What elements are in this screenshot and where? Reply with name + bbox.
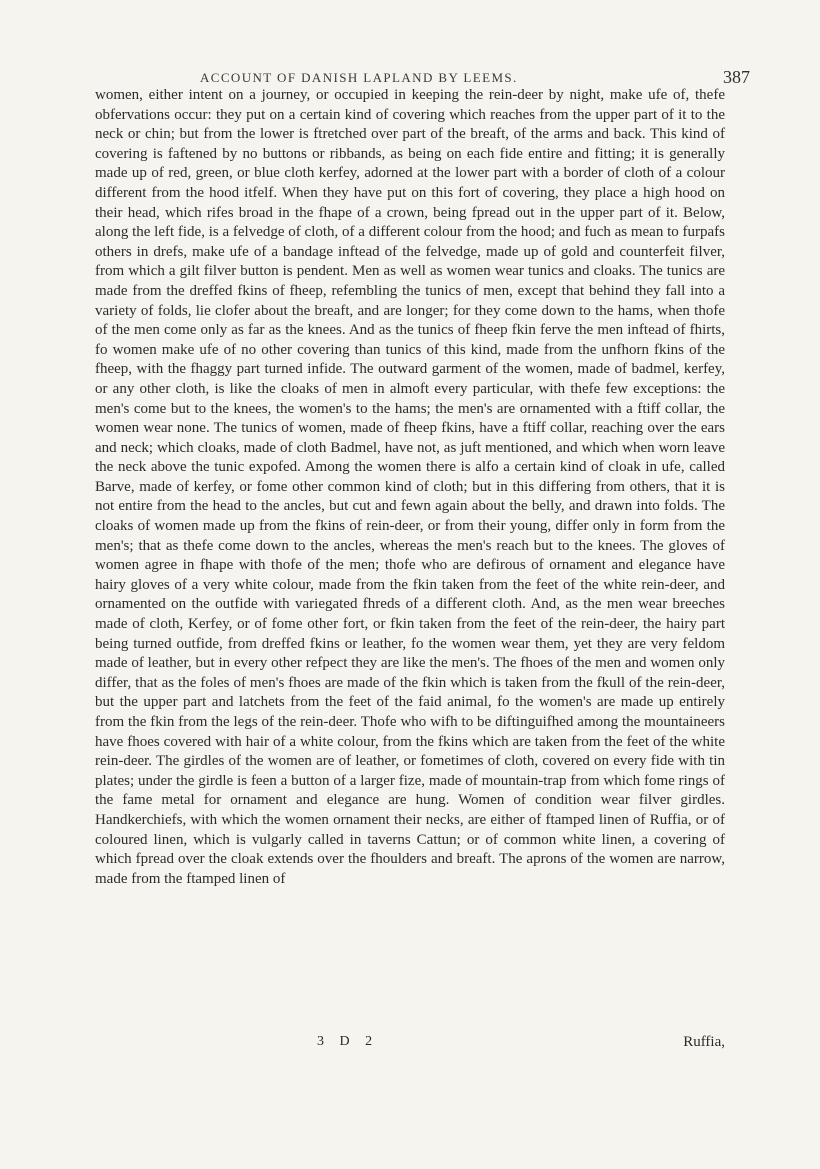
running-head: ACCOUNT OF DANISH LAPLAND BY LEEMS.	[200, 70, 518, 85]
page-header	[200, 62, 750, 87]
page-footer	[95, 1034, 725, 1056]
body-paragraph: women, either intent on a journey, or occupied in keeping the rein-deer by night, make ufe of, thefe obfervations occur: they put on a certain kind of covering which reaches from the upper part of it to the neck or chin; but from the lower is ftretched over part of the breaft, of the arms and back. This kind of covering is faftened by no buttons or ribbands, as being on each fide entire and fitting; it is generally made up of red, green, or blue cloth kerfey, adorned at the lower part with a border of cloth of a colour different from the hood itfelf. When they have put on this fort of covering, they place a high hood on their head, which rifes broad in the fhape of a crown, being fpread out in the upper part of it. Below, along the left fide, is a felvedge of cloth, of a different colour from the hood; and fuch as mean to furpafs others in drefs, make ufe of a bandage inftead of the felvedge, made up of gold and counterfeit filver, from which a gilt filver button is pendent. Men as well as women wear tunics and cloaks. The tunics are made from the dreffed fkins of fheep, refembling the tunics of men, except that behind they fall into a variety of folds, lie clofer about the breaft, and are longer; for they come down to the hams, when thofe of the men come only as far as the knees. And as the tunics of fheep fkin ferve the men inftead of fhirts, fo women make ufe of no other covering than tunics of this kind, made from the unfhorn fkins of the fheep, with the fhaggy part turned infide. The outward garment of the women, made of badmel, kerfey, or any other cloth, is like the cloaks of men in almoft every particular, with thefe few exceptions: the men's come but to the knees, the women's to the hams; the men's are ornamented with a ftiff collar, the women wear none. The tunics of women, made of fheep fkins, have a ftiff collar, reaching over the ears and neck; which cloaks, made of cloth Badmel, have not, as juft mentioned, and which when worn leave the neck above the tunic expofed. Among the women there is alfo a certain kind of cloak in ufe, called Barve, made of kerfey, or fome other common kind of cloth; but in this differing from others, that it is not entire from the head to the ancles, but cut and fewn again about the belly, and drawn into folds. The cloaks of women made up from the fkins of rein-deer, or from their young, differ only in form from the men's; that as thefe come down to the ancles, whereas the men's reach but to the knees. The gloves of women agree in fhape with thofe of the men; thofe who are defirous of ornament and elegance have hairy gloves of a very white colour, made from the fkin taken from the feet of the white rein-deer, and ornamented on the outfide with variegated fhreds of a different cloth. And, as the men wear breeches made of cloth, Kerfey, or of fome other fort, or fkin taken from the feet of the rein-deer, the hairy part being turned outfide, from dreffed fkins or leather, fo the women wear them, yet they are very feldom made of leather, but in every other refpect they are like the men's. The fhoes of the men and women only differ, that as the foles of men's fhoes are made of the fkin which is taken from the fkull of the rein-deer, but the upper part and latchets from the feet of the faid animal, fo the women's are made up entirely from the fkin from the legs of the rein-deer. Thofe who wifh to be diftinguifhed among the mountaineers have fhoes covered with hair of a white colour, from the fkins which are taken from the feet of the white rein-deer. The girdles of the women are of leather, or fometimes of cloth, covered on every fide with tin plates; under the girdle is feen a button of a larger fize, made of mountain-trap from which fome rings of the fame metal for ornament and elegance are hung. Women of condition wear filver girdles. Handkerchiefs, with which the women ornament their necks, are either of ftamped linen of Ruffia, or of coloured linen, which is vulgarly called in taverns Cattun; or of common white linen, a covering of which fpread over the cloak extends over the fhoulders and breaft. The aprons of the women are narrow, made from the ftamped linen of	[95, 87, 725, 887]
body-text	[95, 86, 725, 889]
page-number: 387	[723, 67, 750, 87]
catchword: Ruffia,	[683, 1034, 725, 1050]
signature-mark: 3 D 2	[317, 1034, 379, 1049]
